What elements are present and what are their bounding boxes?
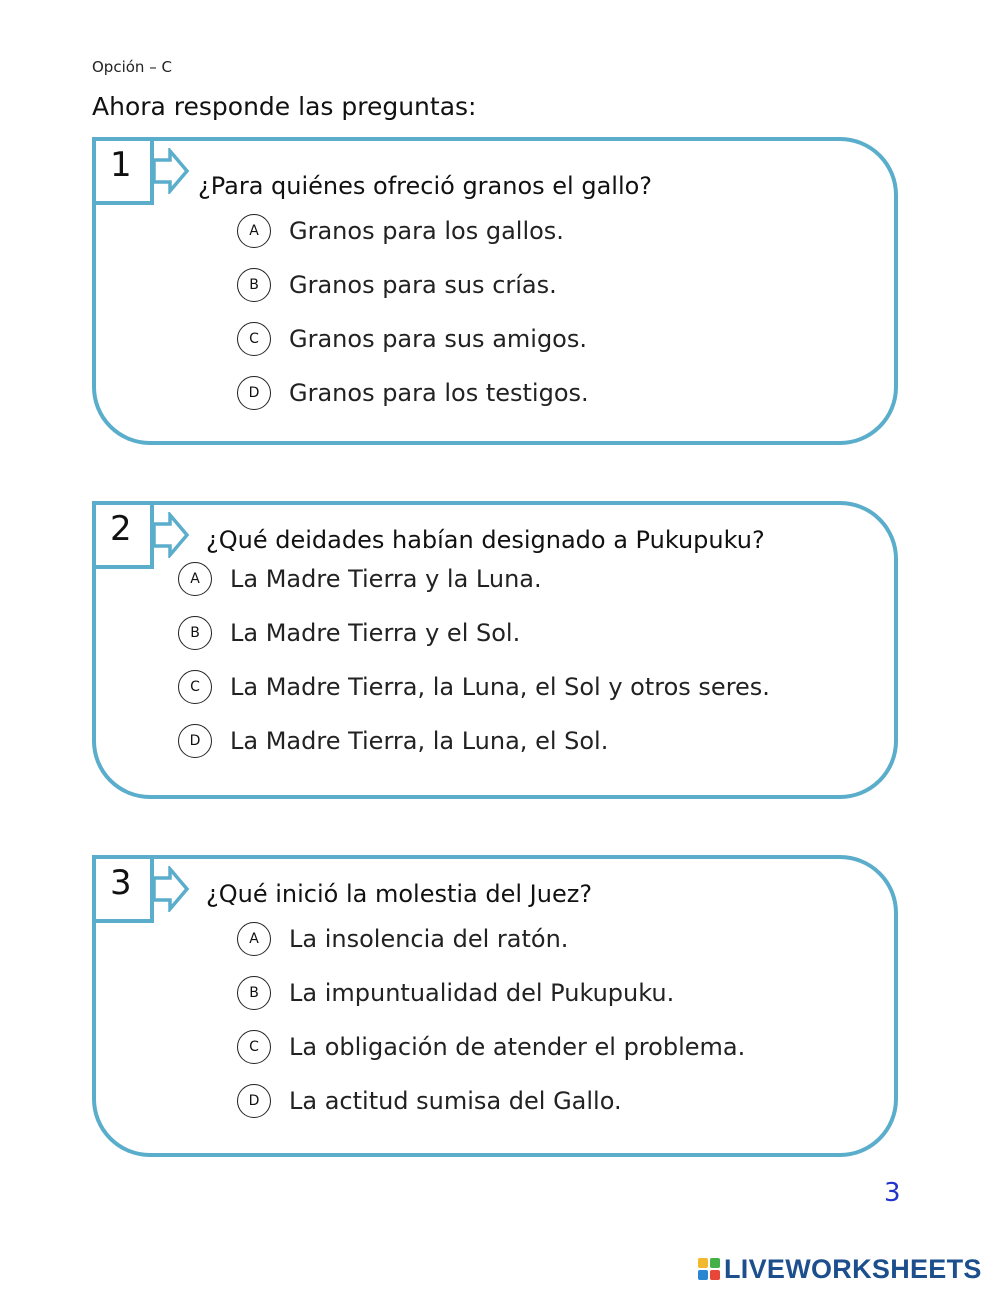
header-note: Opción – C <box>92 58 172 76</box>
option-text: La Madre Tierra, la Luna, el Sol y otros seres. <box>230 673 770 701</box>
question-3-number: 3 <box>110 863 132 903</box>
option-b-circle[interactable]: B <box>237 268 271 302</box>
question-2-option-b[interactable] <box>178 613 520 653</box>
option-c-circle[interactable]: C <box>178 670 212 704</box>
question-3-option-b[interactable] <box>237 973 674 1013</box>
option-a-circle[interactable]: A <box>178 562 212 596</box>
question-1-number: 1 <box>110 145 132 185</box>
option-text: Granos para los testigos. <box>289 379 589 407</box>
option-text: La insolencia del ratón. <box>289 925 569 953</box>
question-3-option-d[interactable] <box>237 1081 622 1121</box>
question-1-text: ¿Para quiénes ofreció granos el gallo? <box>198 172 653 200</box>
question-2-number-tab <box>92 501 154 569</box>
option-text: Granos para sus amigos. <box>289 325 587 353</box>
question-1-option-d[interactable] <box>237 373 589 413</box>
option-d-circle[interactable]: D <box>237 376 271 410</box>
option-a-circle[interactable]: A <box>237 214 271 248</box>
option-c-circle[interactable]: C <box>237 1030 271 1064</box>
instructions-title: Ahora responde las preguntas: <box>92 92 477 121</box>
option-b-circle[interactable]: B <box>237 976 271 1010</box>
option-c-circle[interactable]: C <box>237 322 271 356</box>
question-2-option-d[interactable] <box>178 721 608 761</box>
option-text: La actitud sumisa del Gallo. <box>289 1087 622 1115</box>
arrow-right-icon <box>150 512 192 558</box>
question-3-option-a[interactable] <box>237 919 568 959</box>
question-3-number-tab <box>92 855 154 923</box>
page-number: 3 <box>884 1178 901 1208</box>
question-1-option-a[interactable] <box>237 211 564 251</box>
logo-text: LIVEWORKSHEETS <box>724 1253 982 1284</box>
option-text: La obligación de atender el problema. <box>289 1033 746 1061</box>
option-text: Granos para sus crías. <box>289 271 557 299</box>
option-text: La impuntualidad del Pukupuku. <box>289 979 675 1007</box>
question-1-option-c[interactable] <box>237 319 587 359</box>
option-b-circle[interactable]: B <box>178 616 212 650</box>
option-text: La Madre Tierra, la Luna, el Sol. <box>230 727 609 755</box>
question-3-text: ¿Qué inició la molestia del Juez? <box>206 880 593 908</box>
option-text: La Madre Tierra y el Sol. <box>230 619 521 647</box>
option-text: La Madre Tierra y la Luna. <box>230 565 542 593</box>
question-1-option-b[interactable] <box>237 265 557 305</box>
question-2-number: 2 <box>110 509 132 549</box>
liveworksheets-logo[interactable] <box>698 1252 982 1286</box>
question-3-option-c[interactable] <box>237 1027 745 1067</box>
option-text: Granos para los gallos. <box>289 217 564 245</box>
option-d-circle[interactable]: D <box>237 1084 271 1118</box>
option-d-circle[interactable]: D <box>178 724 212 758</box>
arrow-right-icon <box>150 866 192 912</box>
question-2-option-c[interactable] <box>178 667 770 707</box>
question-1-number-tab <box>92 137 154 205</box>
option-a-circle[interactable]: A <box>237 922 271 956</box>
logo-grid-icon <box>698 1258 720 1280</box>
arrow-right-icon <box>150 148 192 194</box>
question-2-text: ¿Qué deidades habían designado a Pukupuku? <box>206 526 765 554</box>
question-2-option-a[interactable] <box>178 559 542 599</box>
